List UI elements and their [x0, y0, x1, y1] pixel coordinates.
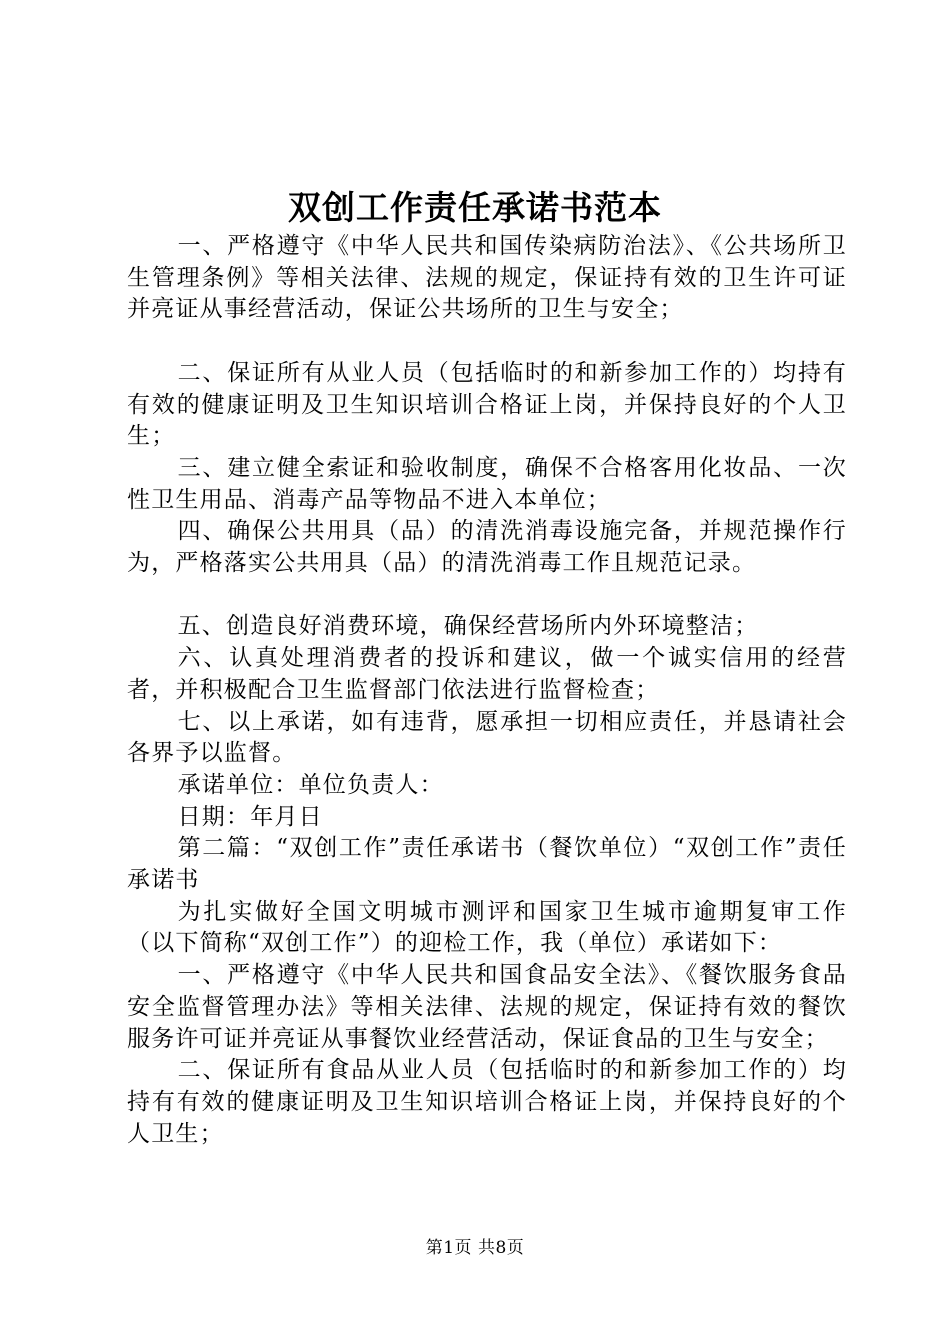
paragraph-4: 四、确保公共用具（品）的清洗消毒设施完备，并规范操作行为，严格落实公共用具（品）的清洗消毒工作且规范记录。 [127, 518, 847, 577]
page-footer: 第1页 共8页 [425, 1238, 525, 1258]
signature-line: 承诺单位：单位负责人： [177, 771, 444, 798]
section-two-intro: 为扎实做好全国文明城市测评和国家卫生城市逾期复审工作（以下简称“双创工作”）的迎检工作，我（单位）承诺如下： [127, 898, 847, 957]
section-two-heading: 第二篇：“双创工作”责任承诺书（餐饮单位）“双创工作”责任承诺书 [127, 835, 847, 894]
paragraph-6: 六、认真处理消费者的投诉和建议，做一个诚实信用的经营者，并积极配合卫生监督部门依法进行监督检查； [127, 645, 847, 703]
paragraph-3: 三、建立健全索证和验收制度，确保不合格客用化妆品、一次性卫生用品、消毒产品等物品不进入本单位； [127, 454, 847, 513]
paragraph-1: 一、严格遵守《中华人民共和国传染病防治法》、《公共场所卫生管理条例》等相关法律、法规的规定，保证持有效的卫生许可证并亮证从事经营活动，保证公共场所的卫生与安全； [127, 233, 847, 323]
section-two-item-2: 二、保证所有食品从业人员（包括临时的和新参加工作的）均持有有效的健康证明及卫生知识培训合格证上岗，并保持良好的个人卫生； [127, 1057, 847, 1147]
section-two-item-1: 一、严格遵守《中华人民共和国食品安全法》、《餐饮服务食品安全监督管理办法》等相关法律、法规的规定，保证持有效的餐饮服务许可证并亮证从事餐饮业经营活动，保证食品的卫生与安全； [127, 962, 847, 1052]
document-title: 双创工作责任承诺书范本 [288, 188, 662, 227]
paragraph-5: 五、创造良好消费环境，确保经营场所内外环境整洁； [177, 613, 759, 640]
document-body [127, 231, 847, 1150]
paragraph-2: 二、保证所有从业人员（包括临时的和新参加工作的）均持有有效的健康证明及卫生知识培训合格证上岗，并保持良好的个人卫生； [127, 359, 847, 450]
date-line: 日期：年月日 [177, 803, 323, 830]
paragraph-7: 七、以上承诺，如有违背，愿承担一切相应责任，并恳请社会各界予以监督。 [127, 708, 847, 767]
